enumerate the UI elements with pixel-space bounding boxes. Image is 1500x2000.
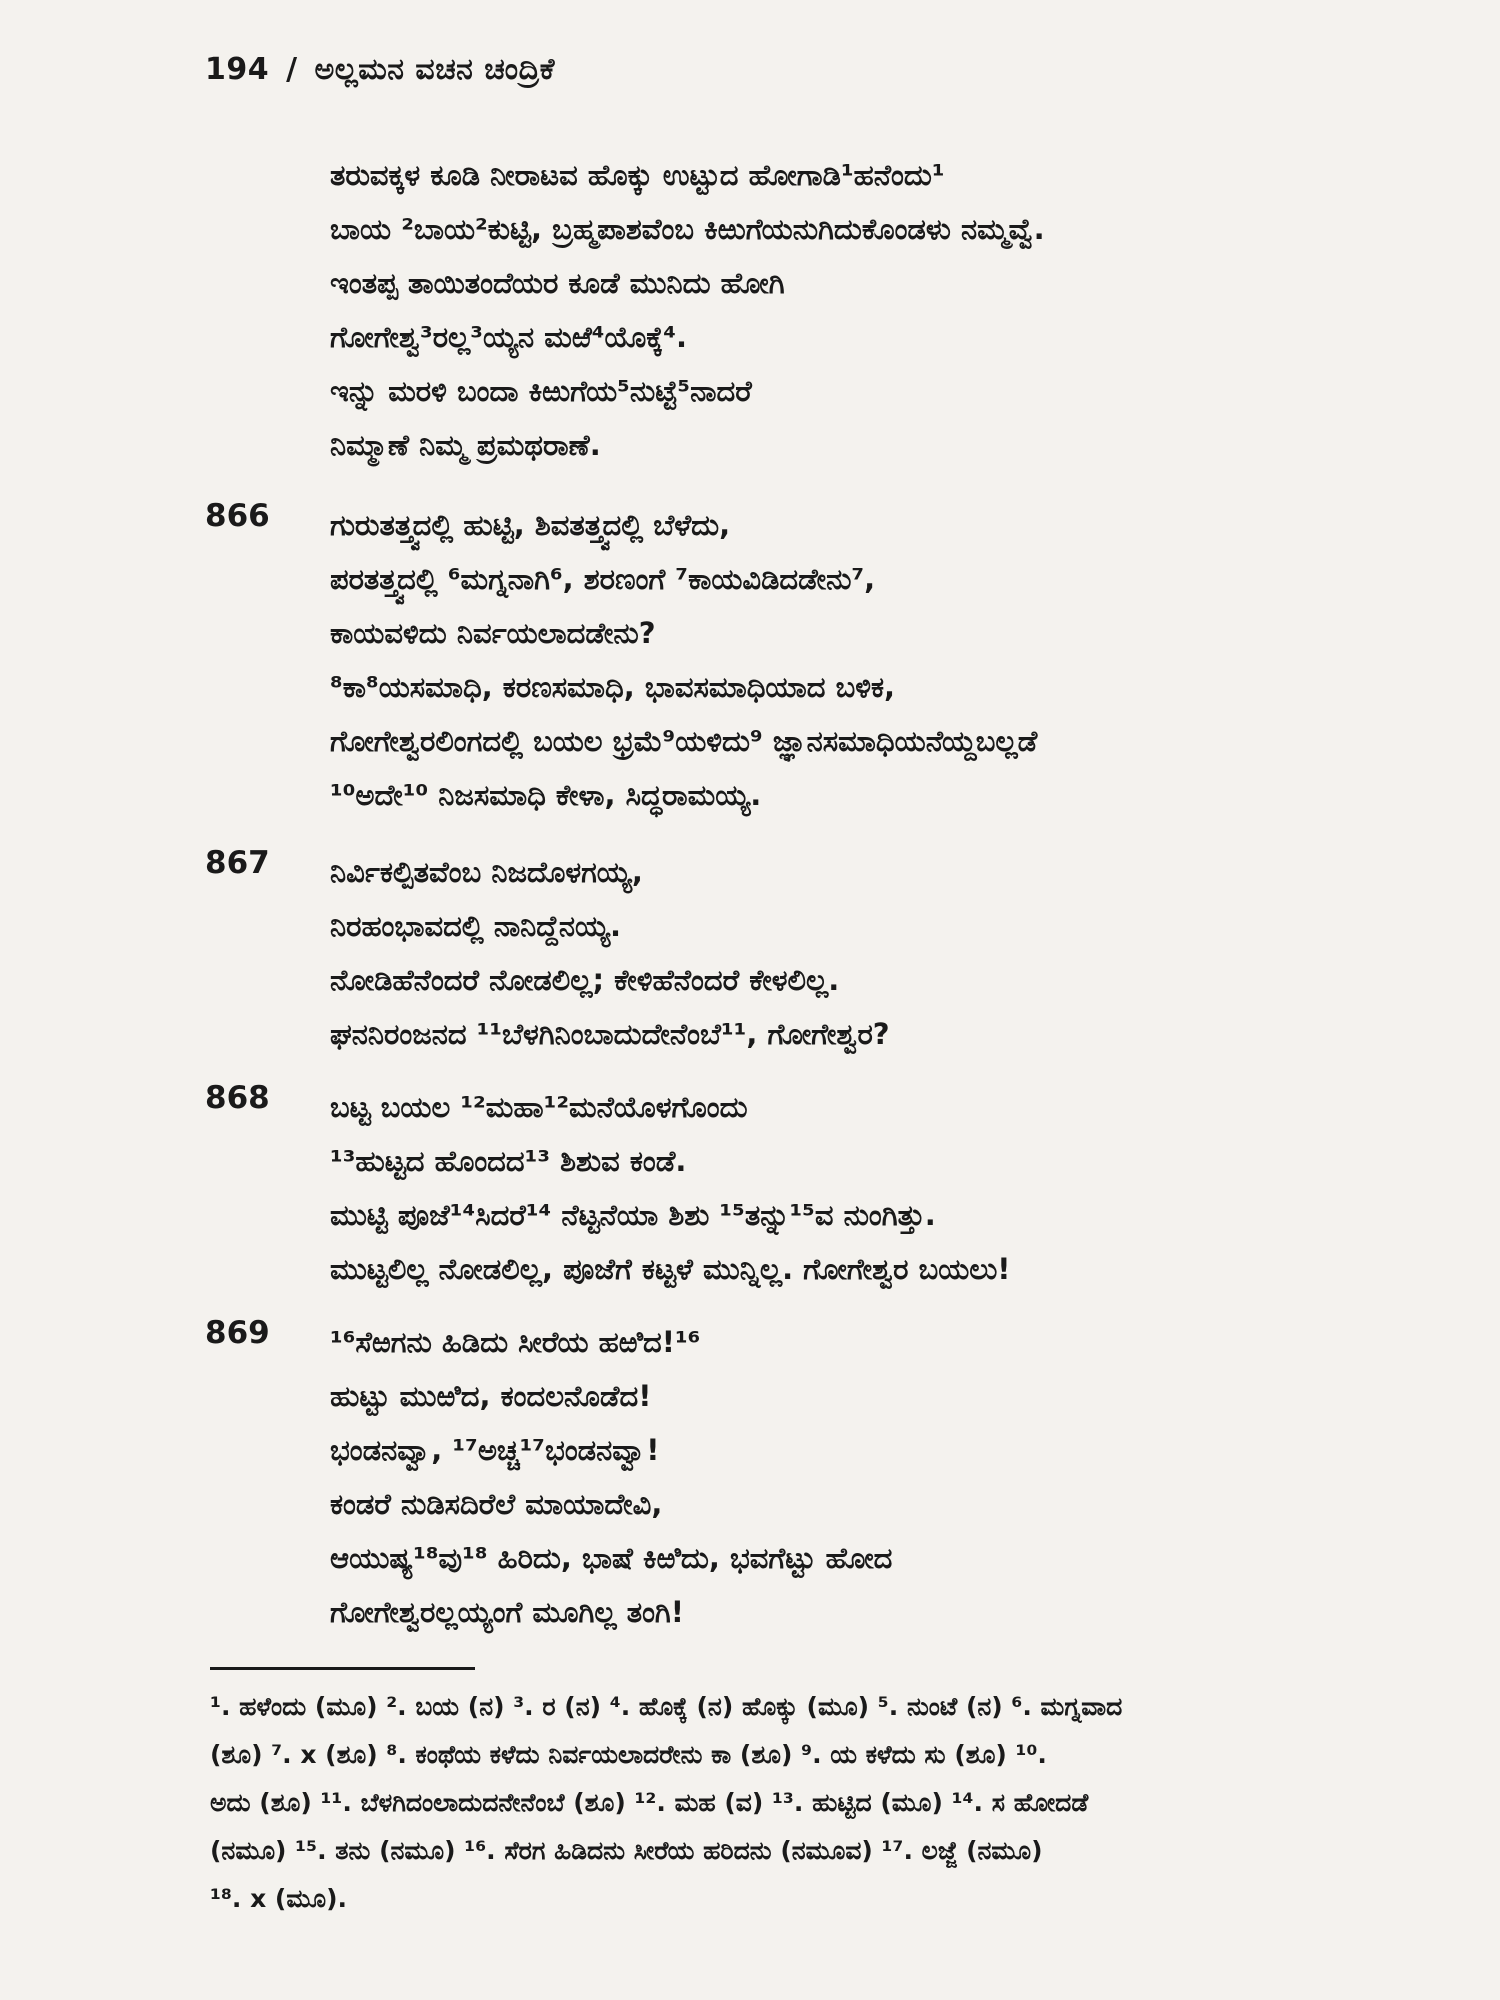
- verse-line: ಇಂತಪ್ಪ ತಾಯಿತಂದೆಯರ ಕೂಡೆ ಮುನಿದು ಹೋಗಿ: [330, 266, 785, 300]
- verse-line: ಗೋಗೇಶ್ವರಲ್ಲಯ್ಯಂಗೆ ಮೂಗಿಲ್ಲ ತಂಗಿ!: [330, 1595, 685, 1629]
- book-title: ಅಲ್ಲಮನ ವಚನ ಚಂದ್ರಿಕೆ: [314, 52, 555, 87]
- verse-line: ಭಂಡನವ್ವಾ, ¹⁷ಅಚ್ಚ¹⁷ಭಂಡನವ್ವಾ!: [330, 1433, 660, 1467]
- verse-line: ಇನ್ನು ಮರಳಿ ಬಂದಾ ಕಿಱುಗೆಯ⁵ನುಟ್ಟೆ⁵ನಾದರೆ: [330, 374, 752, 408]
- verse-line: ಆಯುಷ್ಯ¹⁸ವು¹⁸ ಹಿರಿದು, ಭಾಷೆ ಕಿಱಿದು, ಭವಗೆಟ್ಟು ಹೋದ: [330, 1541, 893, 1575]
- page-number: 194: [205, 52, 270, 87]
- verse-line: ಪರತತ್ತ್ವದಲ್ಲಿ ⁶ಮಗ್ನನಾಗಿ⁶, ಶರಣಂಗೆ ⁷ಕಾಯವಿಡಿದಡೇನು⁷,: [330, 562, 876, 596]
- verse-line: ಹುಟ್ಟು ಮುಱಿದ, ಕಂದಲನೊಡೆದ!: [330, 1379, 652, 1413]
- verse-line: ಕಂಡರೆ ನುಡಿಸದಿರೆಲೆ ಮಾಯಾದೇವಿ,: [330, 1487, 663, 1521]
- vachana-number: 867: [205, 845, 270, 881]
- header-separator: /: [286, 52, 298, 87]
- footnote-line: ಅದು (ಶೂ) ¹¹. ಬೆಳಗಿದಂಲಾದುದನೇನೆಂಬೆ (ಶೂ) ¹². ಮಹ (ವ) ¹³. ಹುಟ್ಟಿದ (ಮೂ) ¹⁴. ಸ ಹೋದಡೆ: [210, 1788, 1089, 1817]
- vachana-number: 866: [205, 498, 270, 534]
- vachana-continuation: [205, 148, 1345, 472]
- verse-line: ¹⁰ಅದೇ¹⁰ ನಿಜಸಮಾಧಿ ಕೇಳಾ, ಸಿದ್ಧರಾಮಯ್ಯ.: [330, 778, 762, 812]
- page-header: [205, 52, 555, 87]
- footnote-line: ¹⁸. x (ಮೂ).: [210, 1884, 348, 1913]
- verse-line: ಬಾಯ ²ಬಾಯ²ಕುಟ್ಟಿ, ಬ್ರಹ್ಮಪಾಶವೆಂಬ ಕಿಱುಗೆಯನುಗಿದುಕೊಂಡಳು ನಮ್ಮವ್ವೆ.: [330, 212, 1045, 246]
- verse-line: ⁸ಕಾ⁸ಯಸಮಾಧಿ, ಕರಣಸಮಾಧಿ, ಭಾವಸಮಾಧಿಯಾದ ಬಳಿಕ,: [330, 670, 896, 704]
- verse-line: ಮುಟ್ಟಲಿಲ್ಲ ನೋಡಲಿಲ್ಲ, ಪೂಜೆಗೆ ಕಟ್ಟಳೆ ಮುನ್ನಿಲ್ಲ. ಗೋಗೇಶ್ವರ ಬಯಲು!: [330, 1252, 1011, 1286]
- verse-line: ಬಟ್ಟ ಬಯಲ ¹²ಮಹಾ¹²ಮನೆಯೊಳಗೊಂದು: [330, 1090, 748, 1124]
- vachana-number: 869: [205, 1315, 270, 1351]
- vachana-869: [205, 1315, 1345, 1639]
- footnote-line: (ನಮೂ) ¹⁵. ತನು (ನಮೂ) ¹⁶. ಸೆರಗ ಹಿಡಿದನು ಸೀರೆಯ ಹರಿದನು (ನಮೂವ) ¹⁷. ಲಜ್ಜೆ (ನಮೂ): [210, 1836, 1043, 1865]
- footnote-line: ¹. ಹಳೆಂದು (ಮೂ) ². ಬಯ (ನ) ³. ರ (ನ) ⁴. ಹೊಕ್ಕೆ (ನ) ಹೊಕ್ಕು (ಮೂ) ⁵. ನುಂಟೆ (ನ) ⁶. ಮಗ್ನವಾದ: [210, 1692, 1123, 1721]
- verse-line: ತರುವಕ್ಕಳ ಕೂಡಿ ನೀರಾಟವ ಹೊಕ್ಕು ಉಟ್ಟುದ ಹೋಗಾಡಿ¹ಹನೆಂದು¹: [330, 158, 945, 192]
- verse-line: ಗುರುತತ್ತ್ವದಲ್ಲಿ ಹುಟ್ಟಿ, ಶಿವತತ್ತ್ವದಲ್ಲಿ ಬೆಳೆದು,: [330, 508, 731, 542]
- verse-line: ನೋಡಿಹೆನೆಂದರೆ ನೋಡಲಿಲ್ಲ; ಕೇಳಿಹೆನೆಂದರೆ ಕೇಳಲಿಲ್ಲ.: [330, 963, 840, 997]
- vachana-868: [205, 1080, 1345, 1296]
- verse-line: ನಿಮ್ಮಾಣೆ ನಿಮ್ಮ ಪ್ರಮಥರಾಣೆ.: [330, 428, 601, 462]
- verse-line: ¹⁶ಸೆಱಗನು ಹಿಡಿದು ಸೀರೆಯ ಹಱಿದ!¹⁶: [330, 1325, 701, 1359]
- vachana-866: [205, 498, 1345, 822]
- vachana-867: [205, 845, 1345, 1061]
- verse-line: ¹³ಹುಟ್ಟದ ಹೊಂದದ¹³ ಶಿಶುವ ಕಂಡೆ.: [330, 1144, 687, 1178]
- verse-line: ಘನನಿರಂಜನದ ¹¹ಬೆಳಗಿನಿಂಬಾದುದೇನೆಂಬೆ¹¹, ಗೋಗೇಶ್ವರ?: [330, 1017, 890, 1051]
- vachana-number: 868: [205, 1080, 270, 1116]
- verse-line: ಗೋಗೇಶ್ವ³ರಲ್ಲ³ಯ್ಯನ ಮಱೆ⁴ಯೊಕ್ಕೆ⁴.: [330, 320, 687, 354]
- footnotes: [210, 1683, 1335, 1923]
- verse-line: ನಿರ್ವಿಕಲ್ಪಿತವೆಂಬ ನಿಜದೊಳಗಯ್ಯ,: [330, 855, 643, 889]
- verse-line: ನಿರಹಂಭಾವದಲ್ಲಿ ನಾನಿದ್ದೆನಯ್ಯ.: [330, 909, 622, 943]
- footnote-line: (ಶೂ) ⁷. x (ಶೂ) ⁸. ಕಂಥೆಯ ಕಳೆದು ನಿರ್ವಯಲಾದರೇನು ಕಾ (ಶೂ) ⁹. ಯ ಕಳೆದು ಸು (ಶೂ) ¹⁰.: [210, 1740, 1047, 1769]
- verse-line: ಕಾಯವಳಿದು ನಿರ್ವಯಲಾದಡೇನು?: [330, 616, 656, 650]
- verse-line: ಗೋಗೇಶ್ವರಲಿಂಗದಲ್ಲಿ ಬಯಲ ಭ್ರಮೆ⁹ಯಳಿದು⁹ ಜ್ಞಾನಸಮಾಧಿಯನೆಯ್ದಬಲ್ಲಡೆ: [330, 724, 1038, 758]
- verse-line: ಮುಟ್ಟಿ ಪೂಜೆ¹⁴ಸಿದರೆ¹⁴ ನೆಟ್ಟನೆಯಾ ಶಿಶು ¹⁵ತನ್ನು¹⁵ವ ನುಂಗಿತ್ತು.: [330, 1198, 936, 1232]
- footnote-divider: [210, 1667, 475, 1670]
